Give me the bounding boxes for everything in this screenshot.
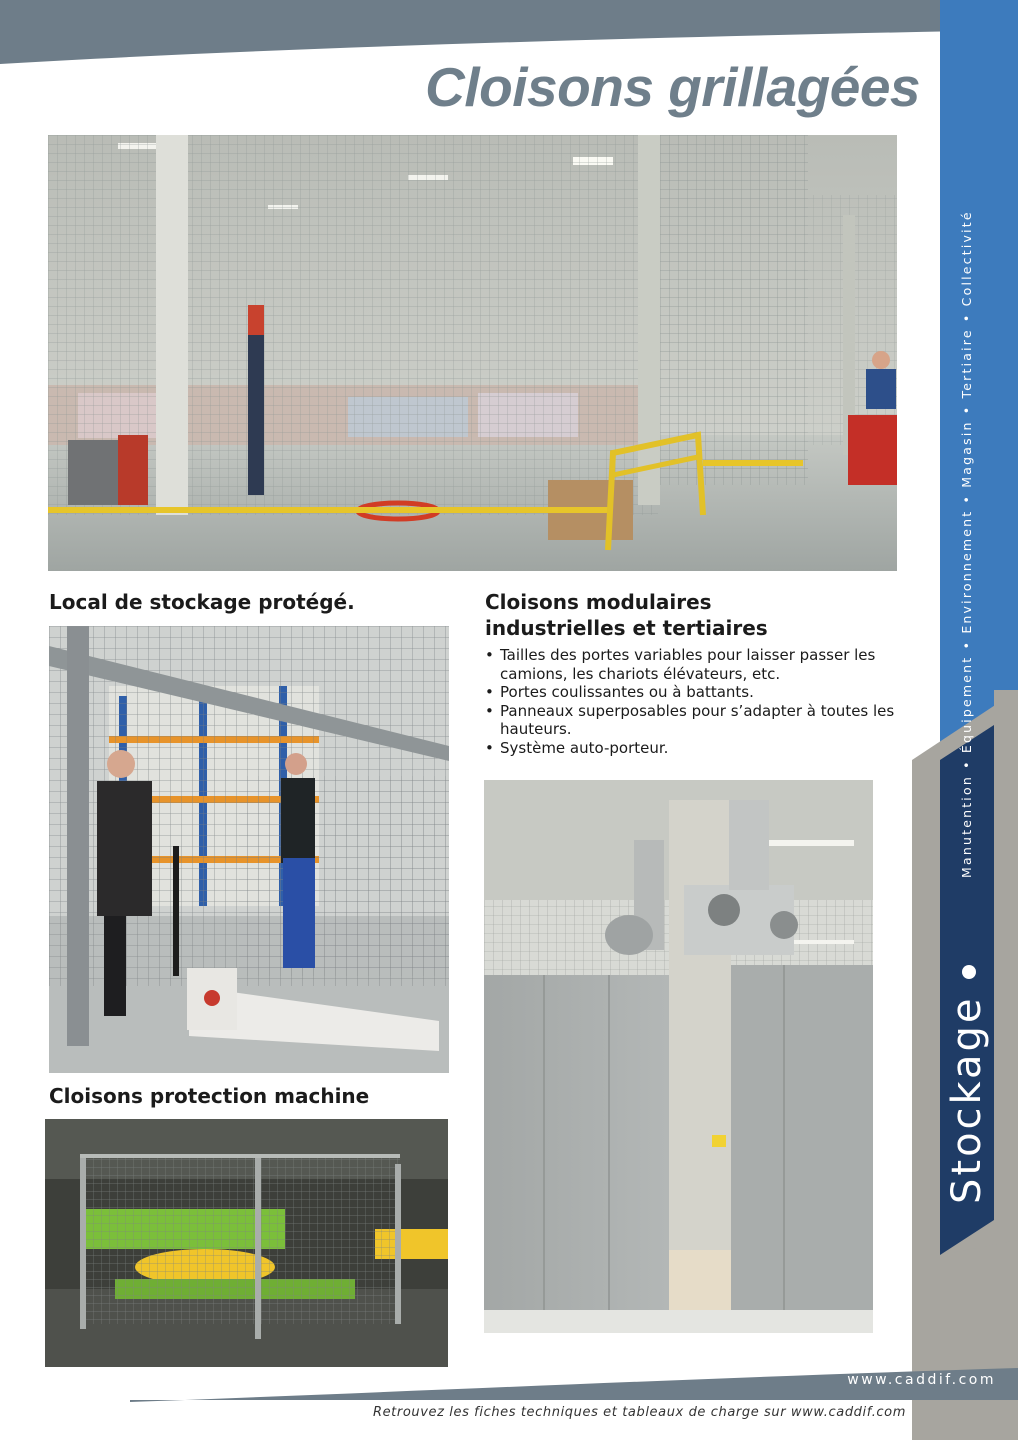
warehouse-cage-photo — [48, 135, 897, 571]
page-title: Cloisons grillagées — [425, 56, 920, 118]
section-label-text: Stockage — [944, 995, 990, 1204]
feature-item: • Portes coulissantes ou à battants. — [485, 683, 915, 702]
feature-item: • Tailles des portes variables pour laisser passer les camions, les chariots élévateurs, etc. — [485, 646, 915, 683]
machine-guard-photo — [45, 1119, 448, 1367]
feature-list — [485, 646, 915, 757]
caption-local-storage: Local de stockage protégé. — [49, 590, 355, 614]
caption-modular-partitions — [485, 589, 905, 641]
footer-note: Retrouvez les fiches techniques et tableaux de charge sur www.caddif.com — [372, 1405, 906, 1420]
website-link[interactable]: www.caddif.com — [847, 1372, 996, 1388]
feature-item: • Système auto-porteur. — [485, 739, 915, 758]
caption-modular-line2: industrielles et tertiaires — [485, 616, 768, 640]
side-tagline: Manutention • Équipement • Environnement • Magasin • Tertiaire • Collectivité — [959, 210, 974, 878]
section-label — [944, 965, 990, 1204]
feature-item: • Panneaux superposables pour s’adapter à toutes les hauteurs. — [485, 702, 915, 739]
pallet-truck-cage-photo — [49, 626, 449, 1073]
bullet-dot-icon — [962, 965, 976, 979]
modular-partition-photo — [484, 780, 873, 1333]
caption-machine-protection: Cloisons protection machine — [49, 1084, 370, 1108]
caption-modular-line1: Cloisons modulaires — [485, 590, 712, 614]
